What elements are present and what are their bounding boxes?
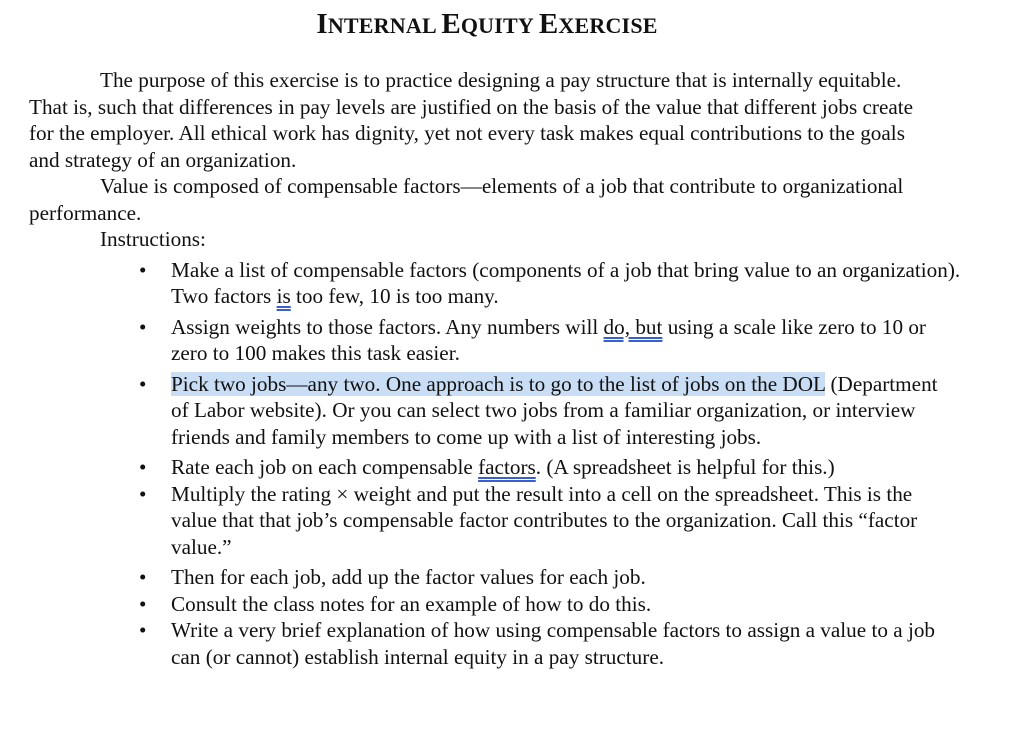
title-letter: I [316,8,328,40]
bullet-text: Then for each job, add up the factor values for each job. [171,565,646,589]
document-title [0,4,974,46]
purpose-paragraph: The purpose of this exercise is to practice designing a pay structure that is internally equitable. That is, such that differences in pay levels are justified on the basis of the value that different jobs create for the employer. All ethical work has dignity, yet not every task makes equal contributions to the goals and strategy of an organization. [29,68,914,172]
bullet-text: Rate each job on each compensable [171,455,479,479]
grammar-flag[interactable]: do, but [603,314,663,339]
bullet-icon: • [139,481,147,506]
document-body [29,67,989,670]
bullet-text: Multiply the rating × weight and put the result into a cell on the spreadsheet. This is the value that that job’s compensable factor contributes to the organization. Call this “factor value.” [171,481,918,559]
bullet-text: too few, 10 is too many. [290,284,499,308]
title-smallcaps: XERCISE [558,13,658,38]
bullet-icon: • [139,314,147,339]
selected-text[interactable]: Pick two jobs—any two. One approach is to go to the list of jobs on the DOL [171,371,826,396]
list-item [29,257,961,310]
list-item [29,481,961,561]
bullet-text: Consult the class notes for an example of how to do this. [171,591,652,616]
bullet-icon: • [139,371,147,396]
bullet-text: Assign weights to those factors. Any numbers will [171,314,604,339]
instructions-list [29,257,989,671]
list-item [29,454,961,481]
title-smallcaps: QUITY [460,13,539,38]
bullet-text: (Department of Labor website). Or you can select two jobs from a familiar organization, or interview friends and family members to come up with a list of interesting jobs. [171,371,938,449]
bullet-text: Write a very brief explanation of how using compensable factors to assign a value to a job can (or cannot) establish internal equity in a pay structure. [171,618,936,669]
list-item [29,564,961,591]
list-item [29,371,951,451]
list-item [29,591,961,618]
bullet-icon: • [139,257,147,282]
list-item [29,617,961,670]
title-smallcaps: NTERNAL [327,13,442,38]
bullet-text: Make a list of compensable factors (components of a job that bring value to an organization). Two factors [171,257,961,308]
instructions-label: Instructions: [100,227,206,251]
grammar-flag[interactable]: factors [478,455,536,479]
bullet-icon: • [139,565,147,589]
value-paragraph: Value is composed of compensable factors—elements of a job that contribute to organizational performance. [29,174,904,225]
bullet-icon: • [139,455,147,479]
bullet-icon: • [139,618,147,642]
title-letter: E [538,8,559,40]
title-letter: E [441,8,461,40]
list-item [29,314,961,367]
grammar-flag[interactable]: is [276,284,291,308]
bullet-text: . (A spreadsheet is helpful for this.) [535,455,835,479]
bullet-text: using a scale like zero to 10 or zero to 100 makes this task easier. [171,314,926,365]
bullet-icon: • [139,591,147,616]
